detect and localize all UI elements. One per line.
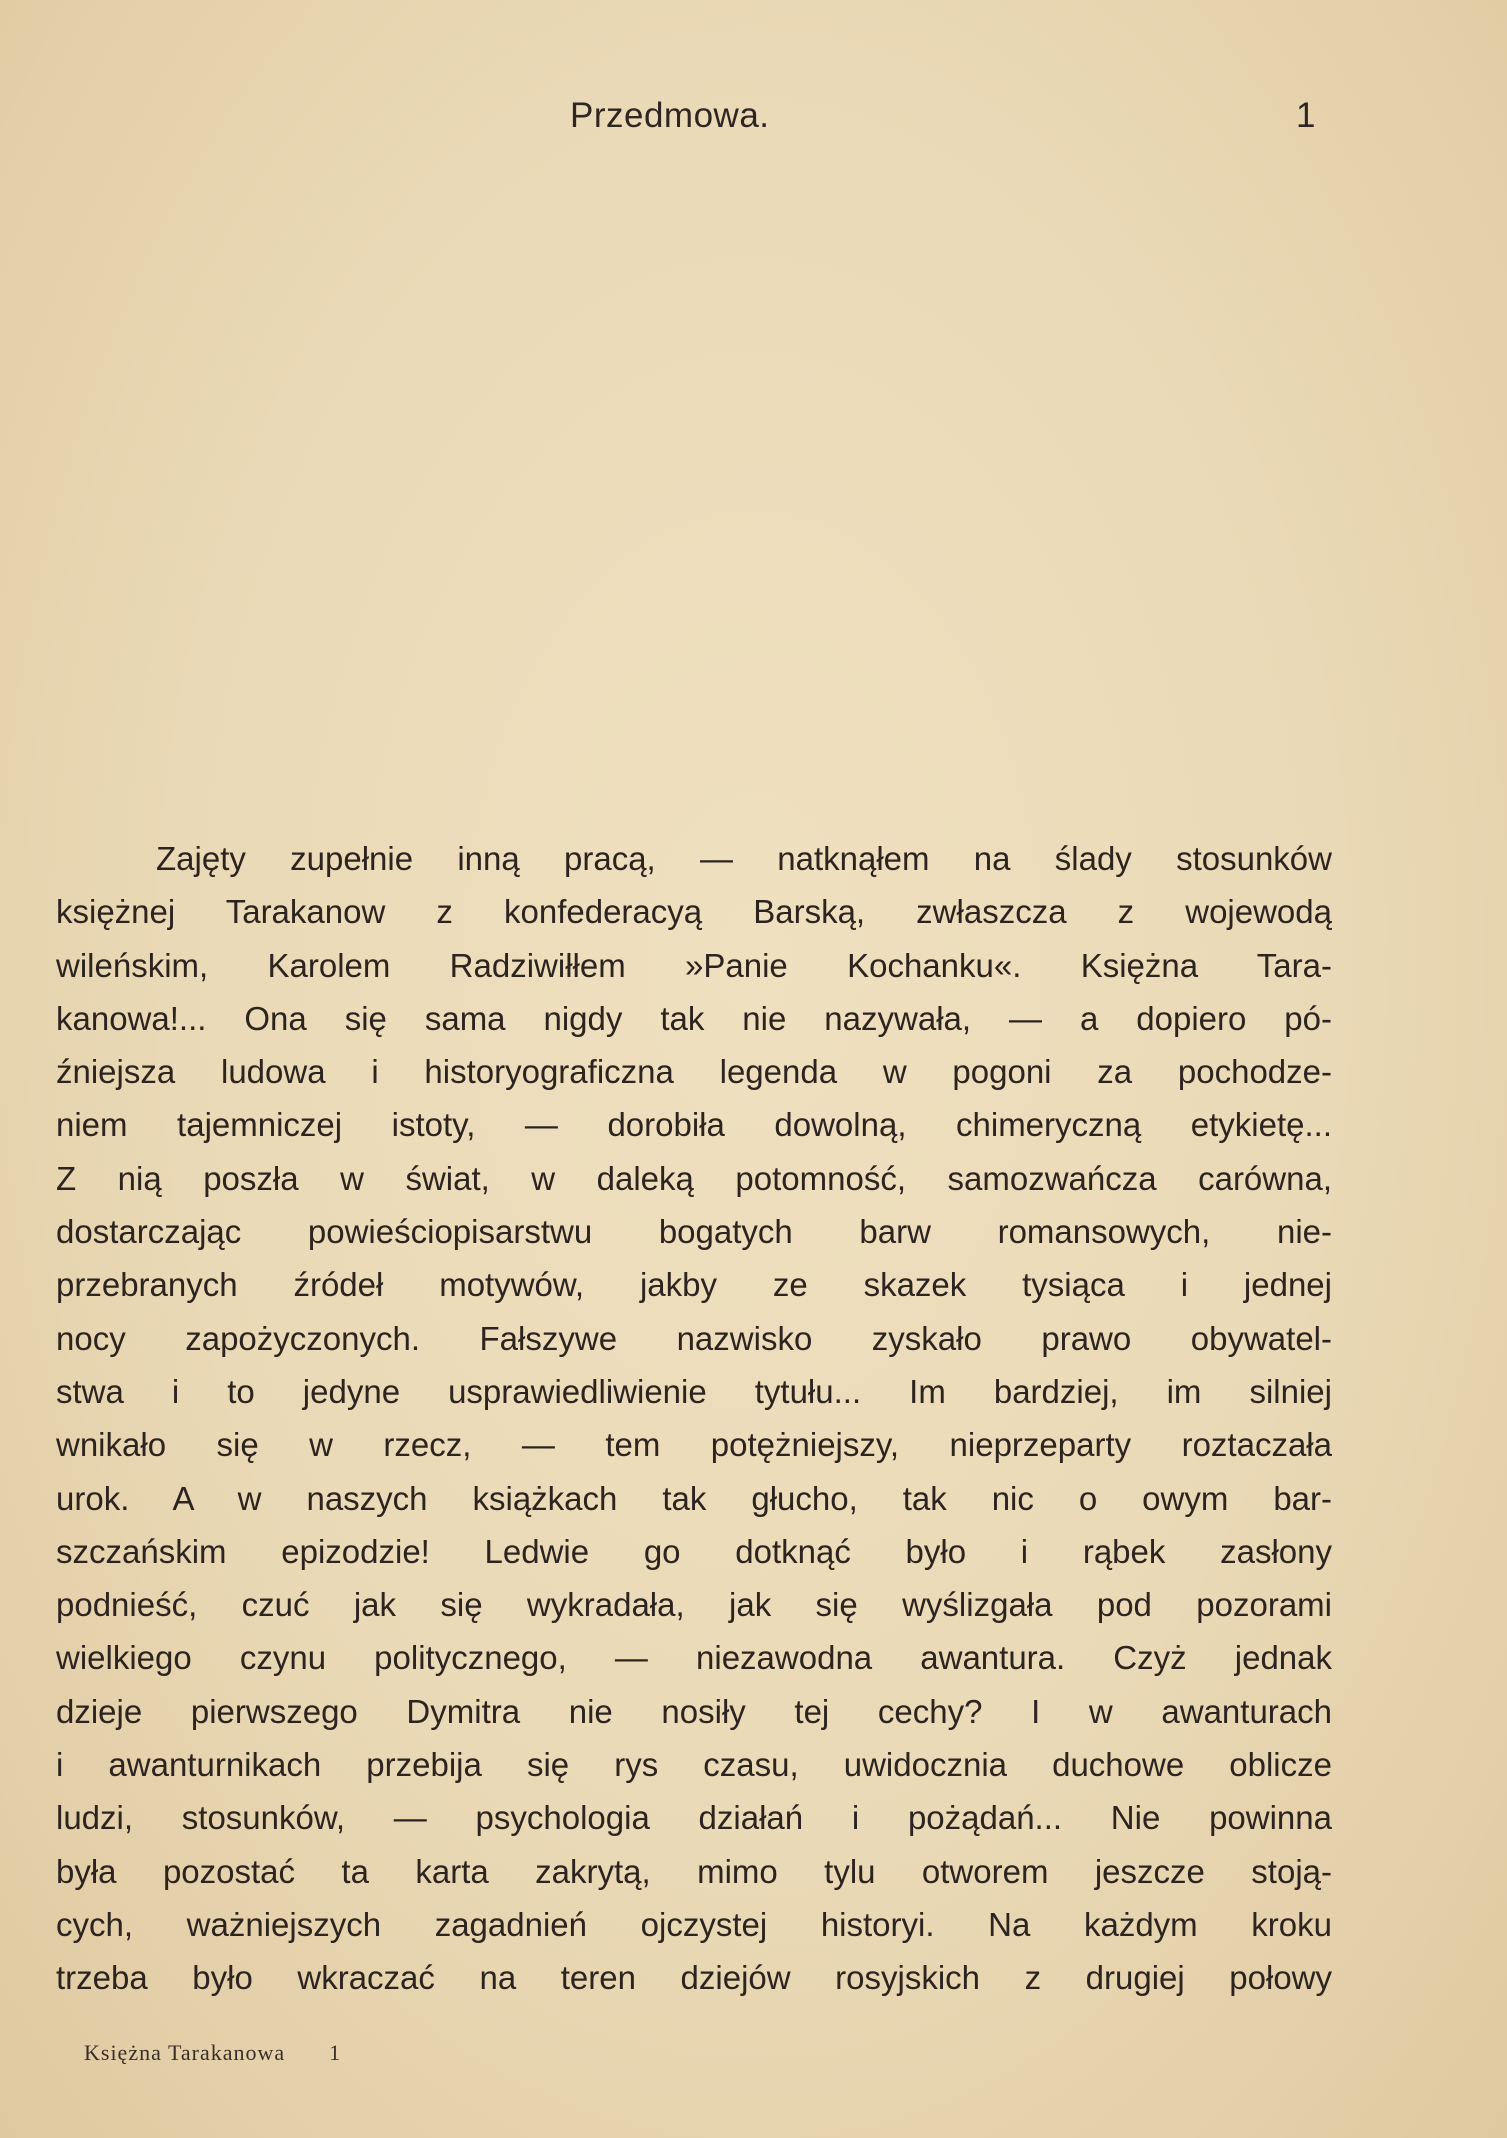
text-line: wnikało się w rzecz, — tem potężniejszy, nieprzeparty roztaczała [56, 1426, 1332, 1464]
body-paragraph [56, 832, 1332, 2005]
text-line: i awanturnikach przebija się rys czasu, uwidocznia duchowe oblicze [56, 1746, 1332, 1784]
signature-number: 1 [329, 2040, 342, 2065]
text-line: dostarczając powieściopisarstwu bogatych barw romansowych, nie- [56, 1213, 1332, 1251]
text-line: podnieść, czuć jak się wykradała, jak się wyślizgała pod pozorami [56, 1586, 1332, 1624]
running-head [0, 96, 1507, 146]
text-line: stwa i to jedyne usprawiedliwienie tytułu... Im bardziej, im silniej [56, 1372, 1332, 1410]
text-line: wielkiego czynu politycznego, — niezawodna awantura. Czyż jednak [56, 1639, 1332, 1677]
text-line: źniejsza ludowa i historyograficzna legenda w pogoni za pochodze- [56, 1053, 1332, 1091]
text-line: cych, ważniejszych zagadnień ojczystej historyi. Na każdym kroku [56, 1905, 1332, 1943]
text-line: księżnej Tarakanow z konfederacyą Barską, zwłaszcza z wojewodą [56, 893, 1332, 931]
signature-line [84, 2040, 385, 2066]
text-line: wileńskim, Karolem Radziwiłłem »Panie Kochanku«. Księżna Tara- [56, 946, 1332, 984]
text-line: była pozostać ta karta zakrytą, mimo tylu otworem jeszcze stoją- [56, 1852, 1332, 1890]
page-number: 1 [1296, 96, 1316, 135]
signature-title: Księżna Tarakanowa [84, 2040, 286, 2065]
text-line: urok. A w naszych książkach tak głucho, tak nic o owym bar- [56, 1479, 1332, 1517]
text-line: niem tajemniczej istoty, — dorobiła dowolną, chimeryczną etykietę... [56, 1106, 1332, 1144]
text-line: dzieje pierwszego Dymitra nie nosiły tej cechy? I w awanturach [56, 1692, 1332, 1730]
text-line: Zajęty zupełnie inną pracą, — natknąłem na ślady stosunków [156, 840, 1332, 877]
text-line: ludzi, stosunków, — psychologia działań i pożądań... Nie powinna [56, 1799, 1332, 1837]
text-line: kanowa!... Ona się sama nigdy tak nie nazywała, — a dopiero pó- [56, 999, 1332, 1037]
text-line: przebranych źródeł motywów, jakby ze skazek tysiąca i jednej [56, 1266, 1332, 1304]
text-line: trzeba było wkraczać na teren dziejów rosyjskich z drugiej połowy [56, 1959, 1332, 1997]
text-line: szczańskim epizodzie! Ledwie go dotknąć było i rąbek zasłony [56, 1532, 1332, 1570]
text-line: nocy zapożyczonych. Fałszywe nazwisko zyskało prawo obywatel- [56, 1319, 1332, 1357]
chapter-title: Przedmowa. [570, 96, 770, 135]
text-line: Z nią poszła w świat, w daleką potomność, samozwańcza carówna, [56, 1159, 1332, 1197]
